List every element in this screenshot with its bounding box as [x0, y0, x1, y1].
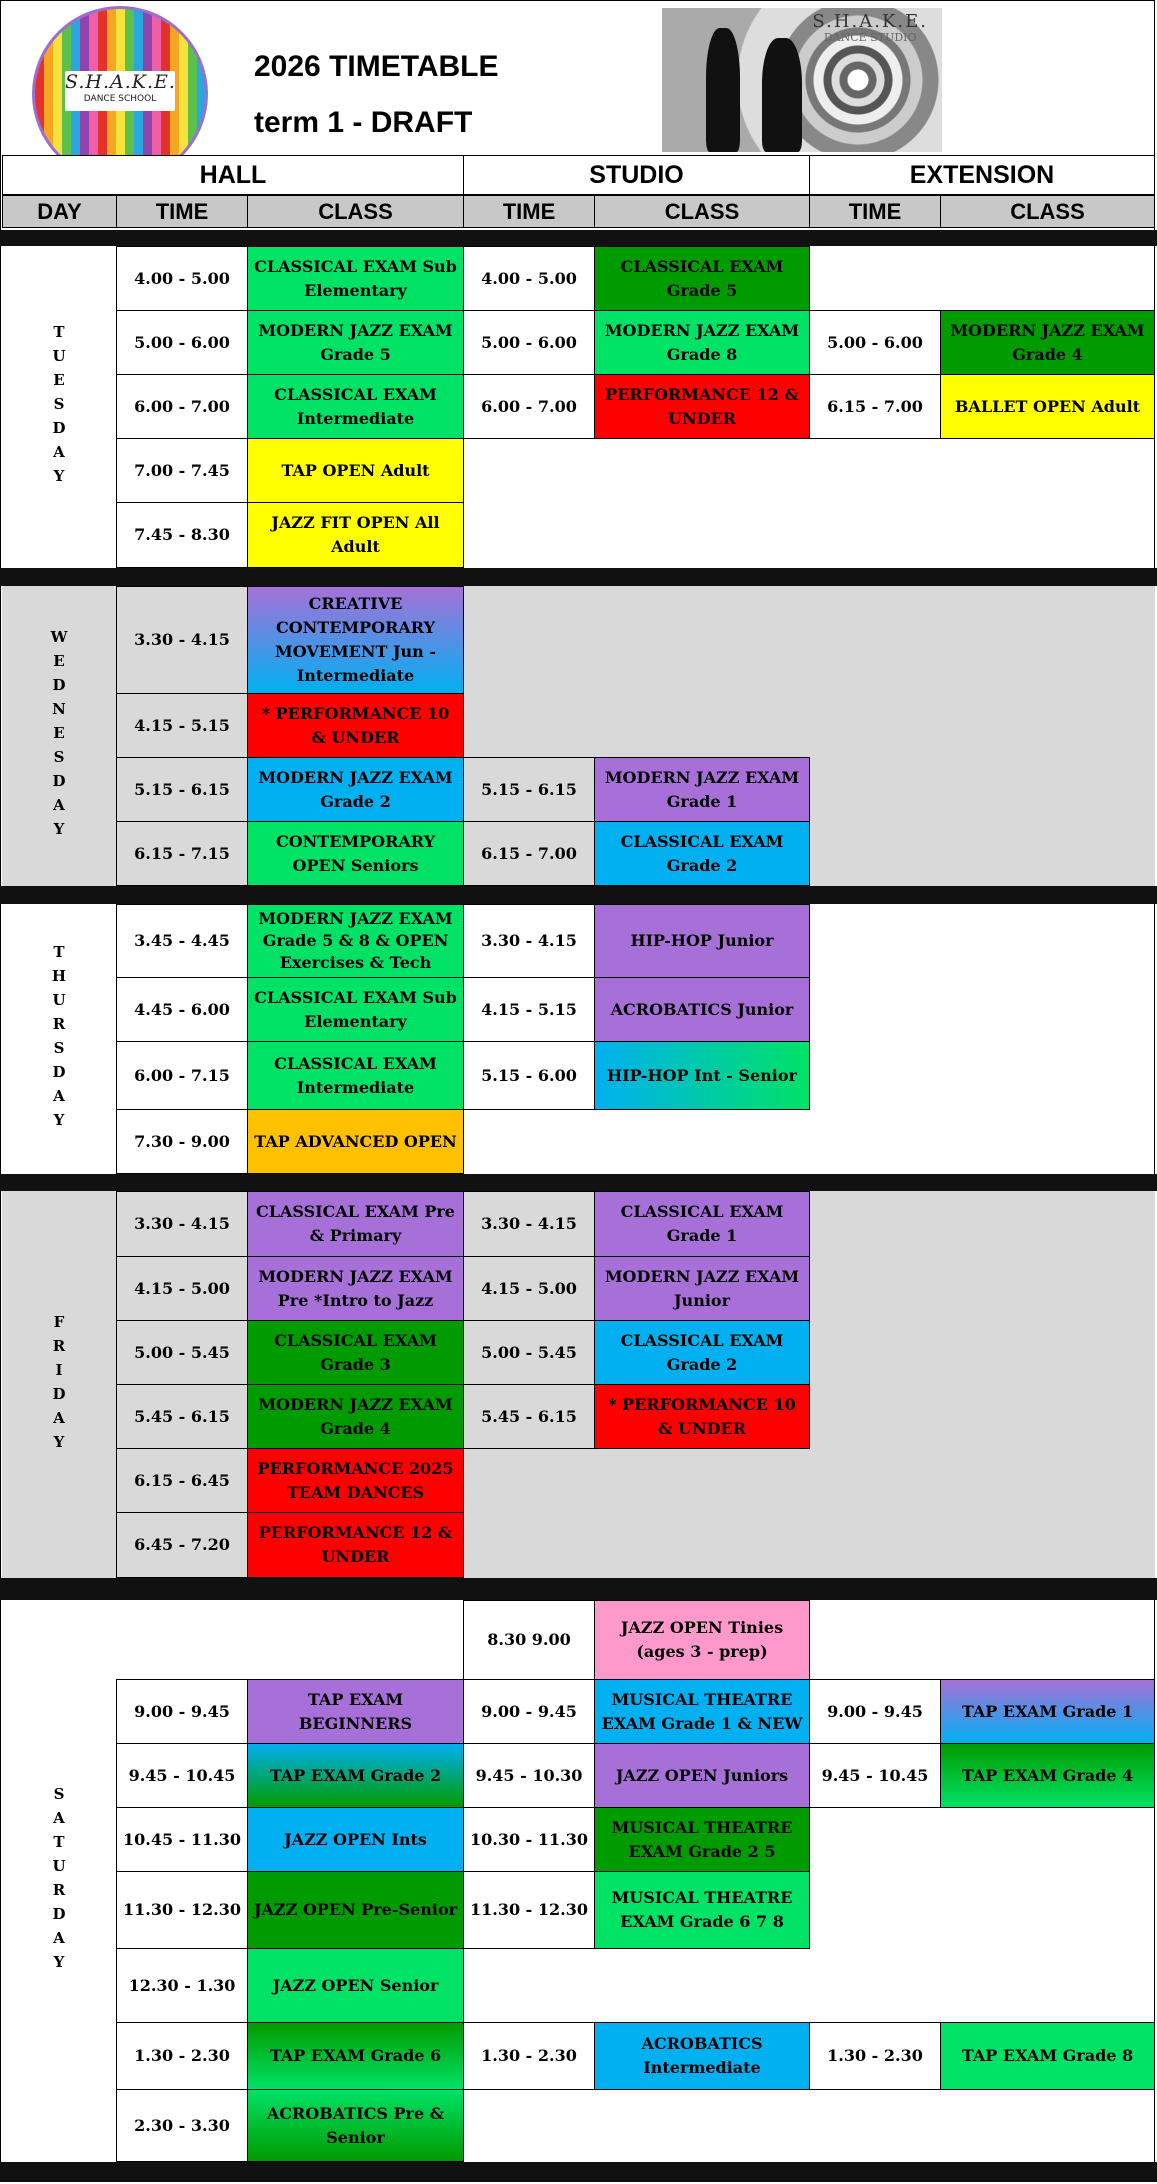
hall-class: JAZZ OPEN Ints	[247, 1807, 464, 1872]
hall-time: 2.30 - 3.30	[116, 2089, 248, 2162]
day-label-tuesday: TUESDAY	[2, 246, 116, 568]
hall-time: 3.30 - 4.15	[116, 586, 248, 694]
day-label-saturday: SATURDAY	[2, 1600, 116, 2162]
studio-header: STUDIO	[463, 155, 810, 195]
hall-class: CLASSICAL EXAM Intermediate	[247, 374, 464, 439]
section-divider	[0, 1174, 1157, 1191]
studio-logo-subtext: DANCE STUDIO	[823, 31, 917, 44]
hall-time: 10.45 - 11.30	[116, 1807, 248, 1872]
extension-time: 1.30 - 2.30	[809, 2022, 941, 2090]
hall-time: 6.15 - 6.45	[116, 1448, 248, 1513]
studio-time: 11.30 - 12.30	[463, 1871, 595, 1949]
hall-time: 3.30 - 4.15	[116, 1191, 248, 1257]
dancers-image	[662, 8, 942, 152]
extension-time: 6.15 - 7.00	[809, 374, 941, 439]
hall-time: 11.30 - 12.30	[116, 1871, 248, 1949]
studio-time: 6.15 - 7.00	[463, 821, 595, 886]
studio-class: JAZZ OPEN Juniors	[594, 1743, 810, 1808]
studio-class: CLASSICAL EXAM Grade 2	[594, 821, 810, 886]
hall-class: MODERN JAZZ EXAM Grade 2	[247, 757, 464, 822]
studio-class: * PERFORMANCE 10 & UNDER	[594, 1384, 810, 1449]
studio-class: PERFORMANCE 12 & UNDER	[594, 374, 810, 439]
hall-time: 4.45 - 6.00	[116, 977, 248, 1042]
studio-time: 8.30 9.00	[463, 1600, 595, 1680]
studio-time: 10.30 - 11.30	[463, 1807, 595, 1872]
hall-time-header: TIME	[116, 195, 248, 228]
studio-class-header: CLASS	[594, 195, 810, 228]
hall-time: 3.45 - 4.45	[116, 904, 248, 978]
section-divider	[0, 1578, 1157, 1600]
hall-class: TAP EXAM Grade 2	[247, 1743, 464, 1808]
hall-class: CREATIVE CONTEMPORARY MOVEMENT Jun - Intermediate	[247, 586, 464, 694]
hall-time: 7.00 - 7.45	[116, 438, 248, 503]
logo-subtext: DANCE SCHOOL	[83, 94, 157, 104]
studio-time: 9.00 - 9.45	[463, 1679, 595, 1744]
studio-time: 9.45 - 10.30	[463, 1743, 595, 1808]
studio-class: MUSICAL THEATRE EXAM Grade 6 7 8	[594, 1871, 810, 1949]
studio-time: 5.15 - 6.15	[463, 757, 595, 822]
studio-time: 5.45 - 6.15	[463, 1384, 595, 1449]
hall-time: 4.15 - 5.00	[116, 1256, 248, 1321]
hall-time: 5.15 - 6.15	[116, 757, 248, 822]
hall-class: JAZZ OPEN Pre-Senior	[247, 1871, 464, 1949]
logo-text: S.H.A.K.E.	[65, 71, 176, 93]
header	[0, 0, 1157, 154]
studio-class: MUSICAL THEATRE EXAM Grade 1 & NEW	[594, 1679, 810, 1744]
hall-class: PERFORMANCE 2025 TEAM DANCES	[247, 1448, 464, 1513]
hall-class: MODERN JAZZ EXAM Pre *Intro to Jazz	[247, 1256, 464, 1321]
studio-time: 3.30 - 4.15	[463, 904, 595, 978]
extension-class: TAP EXAM Grade 1	[940, 1679, 1155, 1744]
extension-time-header: TIME	[809, 195, 941, 228]
studio-class: JAZZ OPEN Tinies (ages 3 - prep)	[594, 1600, 810, 1680]
studio-class: HIP-HOP Int - Senior	[594, 1041, 810, 1110]
hall-class: TAP OPEN Adult	[247, 438, 464, 503]
hall-class: TAP EXAM Grade 6	[247, 2022, 464, 2090]
hall-time: 9.45 - 10.45	[116, 1743, 248, 1808]
extension-header: EXTENSION	[809, 155, 1155, 195]
studio-time: 5.00 - 5.45	[463, 1320, 595, 1385]
day-label-thursday: THURSDAY	[2, 904, 116, 1174]
hall-time: 6.15 - 7.15	[116, 821, 248, 886]
studio-time: 1.30 - 2.30	[463, 2022, 595, 2090]
studio-time: 5.00 - 6.00	[463, 310, 595, 375]
page-subtitle: term 1 - DRAFT	[254, 106, 473, 139]
hall-time: 7.30 - 9.00	[116, 1109, 248, 1174]
section-divider	[0, 568, 1157, 586]
hall-class-header: CLASS	[247, 195, 464, 228]
hall-header: HALL	[2, 155, 464, 195]
studio-time: 4.15 - 5.00	[463, 1256, 595, 1321]
hall-time: 6.00 - 7.15	[116, 1041, 248, 1110]
hall-class: MODERN JAZZ EXAM Grade 5	[247, 310, 464, 375]
hall-time: 4.15 - 5.15	[116, 693, 248, 758]
extension-class: TAP EXAM Grade 8	[940, 2022, 1155, 2090]
hall-time: 9.00 - 9.45	[116, 1679, 248, 1744]
studio-logo-text: S.H.A.K.E.	[812, 11, 928, 32]
section-divider	[0, 230, 1157, 246]
hall-class: MODERN JAZZ EXAM Grade 5 & 8 & OPEN Exercises & Tech	[247, 904, 464, 978]
hall-class: JAZZ OPEN Senior	[247, 1948, 464, 2023]
studio-class: ACROBATICS Intermediate	[594, 2022, 810, 2090]
hall-class: JAZZ FIT OPEN All Adult	[247, 502, 464, 568]
studio-class: HIP-HOP Junior	[594, 904, 810, 978]
studio-class: MODERN JAZZ EXAM Grade 1	[594, 757, 810, 822]
studio-class: ACROBATICS Junior	[594, 977, 810, 1042]
studio-class: MUSICAL THEATRE EXAM Grade 2 5	[594, 1807, 810, 1872]
extension-class-header: CLASS	[940, 195, 1155, 228]
hall-class: CLASSICAL EXAM Grade 3	[247, 1320, 464, 1385]
studio-class: MODERN JAZZ EXAM Junior	[594, 1256, 810, 1321]
hall-time: 6.00 - 7.00	[116, 374, 248, 439]
studio-class: CLASSICAL EXAM Grade 5	[594, 246, 810, 311]
extension-time: 9.00 - 9.45	[809, 1679, 941, 1744]
section-divider	[0, 886, 1157, 904]
section-divider	[0, 2162, 1157, 2182]
day-label-friday: FRIDAY	[2, 1191, 116, 1578]
studio-time: 4.00 - 5.00	[463, 246, 595, 311]
hall-time: 4.00 - 5.00	[116, 246, 248, 311]
studio-time-header: TIME	[463, 195, 595, 228]
hall-class: CLASSICAL EXAM Sub Elementary	[247, 977, 464, 1042]
extension-class: MODERN JAZZ EXAM Grade 4	[940, 310, 1155, 375]
studio-time: 3.30 - 4.15	[463, 1191, 595, 1257]
hall-class: TAP EXAM BEGINNERS	[247, 1679, 464, 1744]
hall-class: ACROBATICS Pre & Senior	[247, 2089, 464, 2162]
hall-time: 1.30 - 2.30	[116, 2022, 248, 2090]
hall-time: 12.30 - 1.30	[116, 1948, 248, 2023]
studio-class: MODERN JAZZ EXAM Grade 8	[594, 310, 810, 375]
hall-time: 7.45 - 8.30	[116, 502, 248, 568]
studio-time: 6.00 - 7.00	[463, 374, 595, 439]
hall-class: MODERN JAZZ EXAM Grade 4	[247, 1384, 464, 1449]
day-label-wednesday: WEDNESDAY	[2, 586, 116, 886]
extension-time: 5.00 - 6.00	[809, 310, 941, 375]
hall-time: 5.00 - 5.45	[116, 1320, 248, 1385]
studio-class: CLASSICAL EXAM Grade 2	[594, 1320, 810, 1385]
extension-class: BALLET OPEN Adult	[940, 374, 1155, 439]
hall-class: CLASSICAL EXAM Pre & Primary	[247, 1191, 464, 1257]
studio-class: CLASSICAL EXAM Grade 1	[594, 1191, 810, 1257]
hall-class: CLASSICAL EXAM Intermediate	[247, 1041, 464, 1110]
studio-time: 5.15 - 6.00	[463, 1041, 595, 1110]
hall-class: * PERFORMANCE 10 & UNDER	[247, 693, 464, 758]
extension-time: 9.45 - 10.45	[809, 1743, 941, 1808]
hall-time: 5.45 - 6.15	[116, 1384, 248, 1449]
hall-class: TAP ADVANCED OPEN	[247, 1109, 464, 1174]
hall-time: 5.00 - 6.00	[116, 310, 248, 375]
day-column-header: DAY	[2, 195, 117, 228]
hall-class: CLASSICAL EXAM Sub Elementary	[247, 246, 464, 311]
extension-class: TAP EXAM Grade 4	[940, 1743, 1155, 1808]
page-title: 2026 TIMETABLE	[254, 50, 499, 83]
studio-time: 4.15 - 5.15	[463, 977, 595, 1042]
hall-time: 6.45 - 7.20	[116, 1512, 248, 1578]
hall-class: CONTEMPORARY OPEN Seniors	[247, 821, 464, 886]
hall-class: PERFORMANCE 12 & UNDER	[247, 1512, 464, 1578]
